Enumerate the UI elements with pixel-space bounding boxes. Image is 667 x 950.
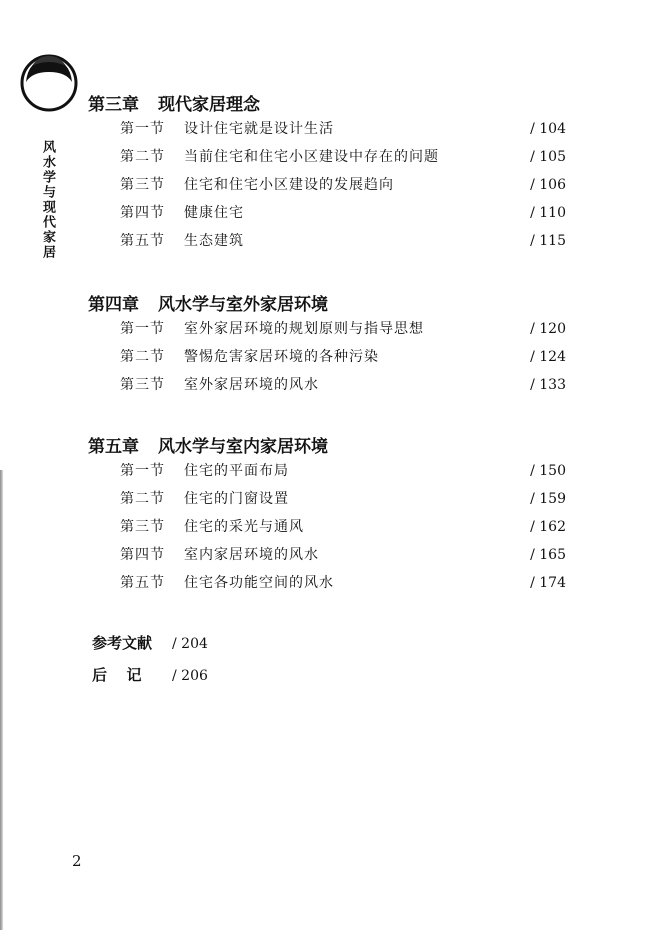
chapter-title: 风水学与室内家居环境 (158, 437, 328, 457)
section-title: 住宅的平面布局 (184, 463, 289, 479)
references-page: / 204 (172, 636, 208, 652)
toc-entry (120, 572, 566, 594)
section-title: 住宅的采光与通风 (184, 519, 304, 535)
section-page: / 165 (530, 547, 566, 563)
section-title: 警惕危害家居环境的各种污染 (184, 349, 379, 365)
toc-entry (120, 118, 566, 140)
section-page: / 150 (530, 463, 566, 479)
section-number: 第一节 (120, 463, 165, 479)
section-page: / 124 (530, 349, 566, 365)
toc-entry (120, 318, 566, 340)
toc-entry (120, 544, 566, 566)
chapter-heading (88, 90, 260, 115)
section-page: / 120 (530, 321, 566, 337)
section-title: 生态建筑 (184, 233, 244, 249)
toc-entry (120, 488, 566, 510)
section-number: 第三节 (120, 519, 165, 535)
section-page: / 106 (530, 177, 566, 193)
section-number: 第二节 (120, 149, 165, 165)
toc-entry (120, 202, 566, 224)
section-number: 第四节 (120, 205, 165, 221)
section-number: 第三节 (120, 177, 165, 193)
section-number: 第五节 (120, 233, 165, 249)
section-page: / 174 (530, 575, 566, 591)
page-edge-shadow (0, 470, 3, 930)
chapter-heading (88, 432, 328, 457)
section-title: 住宅各功能空间的风水 (184, 575, 334, 591)
side-book-title: 风水学与现代家居 (40, 140, 55, 260)
chapter-heading (88, 290, 328, 315)
postscript-entry (92, 664, 208, 685)
chapter-title: 现代家居理念 (158, 95, 260, 115)
section-page: / 104 (530, 121, 566, 137)
section-page: / 133 (530, 377, 566, 393)
section-title: 健康住宅 (184, 205, 244, 221)
section-title: 住宅的门窗设置 (184, 491, 289, 507)
section-page: / 105 (530, 149, 566, 165)
section-title: 室内家居环境的风水 (184, 547, 319, 563)
postscript-page: / 206 (172, 668, 208, 684)
chapter-title: 风水学与室外家居环境 (158, 295, 328, 315)
section-number: 第四节 (120, 547, 165, 563)
section-page: / 162 (530, 519, 566, 535)
section-number: 第五节 (120, 575, 165, 591)
toc-entry (120, 516, 566, 538)
references-entry (92, 632, 208, 653)
toc-entry (120, 374, 566, 396)
toc-entry (120, 460, 566, 482)
section-number: 第一节 (120, 321, 165, 337)
decorative-emblem-icon (18, 52, 80, 114)
toc-entry (120, 174, 566, 196)
section-title: 设计住宅就是设计生活 (184, 121, 334, 137)
chapter-number: 第四章 (88, 295, 139, 315)
section-number: 第二节 (120, 491, 165, 507)
chapter-number: 第五章 (88, 437, 139, 457)
section-number: 第二节 (120, 349, 165, 365)
section-page: / 110 (530, 205, 566, 221)
section-page: / 115 (530, 233, 566, 249)
chapter-number: 第三章 (88, 95, 139, 115)
section-title: 住宅和住宅小区建设的发展趋向 (184, 177, 394, 193)
references-label: 参考文献 (92, 634, 153, 652)
page-number: 2 (72, 852, 82, 870)
section-title: 当前住宅和住宅小区建设中存在的问题 (184, 149, 439, 165)
section-title: 室外家居环境的规划原则与指导思想 (184, 321, 424, 337)
section-number: 第一节 (120, 121, 165, 137)
toc-entry (120, 230, 566, 252)
toc-entry (120, 346, 566, 368)
section-title: 室外家居环境的风水 (184, 377, 319, 393)
postscript-label: 后记 (92, 666, 162, 684)
toc-entry (120, 146, 566, 168)
section-page: / 159 (530, 491, 566, 507)
section-number: 第三节 (120, 377, 165, 393)
